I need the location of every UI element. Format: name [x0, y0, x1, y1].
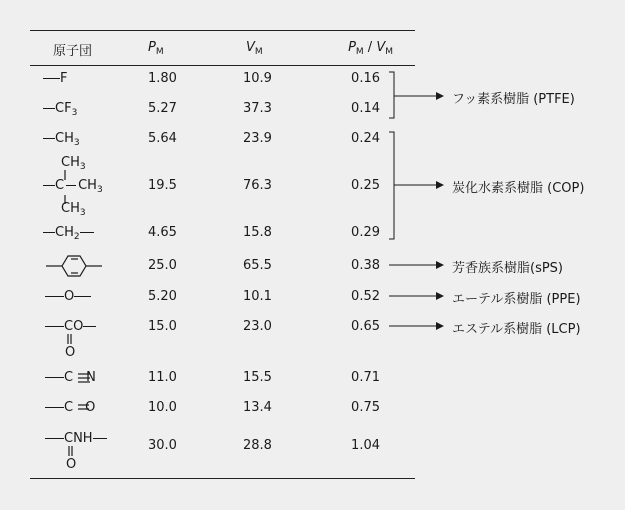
bracket-cop — [389, 132, 394, 239]
group-ester-oxygen: O — [65, 345, 76, 360]
table-cell: 15.0 — [148, 319, 177, 334]
table-cell: 19.5 — [148, 178, 177, 193]
table-cell: 23.9 — [243, 131, 272, 146]
bracket-ptfe — [389, 72, 394, 118]
group-amide-oxygen: O — [66, 457, 77, 472]
table-cell: 1.04 — [351, 438, 380, 453]
table-cell: 0.14 — [351, 101, 380, 116]
table-cell: 5.27 — [148, 101, 177, 116]
table-cell: 13.4 — [243, 400, 272, 415]
table-cell: 0.75 — [351, 400, 380, 415]
header-atomic-group: 原子団 — [53, 44, 93, 59]
table-cell: 15.5 — [243, 370, 272, 385]
table-cell: 11.0 — [148, 370, 177, 385]
table-cell: 0.16 — [351, 71, 380, 86]
label-ppe: エーテル系樹脂 (PPE) — [452, 292, 581, 307]
group-tert-bottom: $CH_3$ — [61, 201, 86, 218]
header-pm: $P_M$ — [148, 40, 164, 57]
group-ether: O — [45, 289, 91, 304]
table-cell: 30.0 — [148, 438, 177, 453]
table-cell: 65.5 — [243, 258, 272, 273]
table-cell: 4.65 — [148, 225, 177, 240]
label-ptfe: フッ素系樹脂 (PTFE) — [452, 92, 575, 107]
header-ratio: $P_M / V_M$ — [348, 40, 393, 57]
group-ester: CO — [45, 319, 96, 334]
table-cell: 15.8 — [243, 225, 272, 240]
table-cell: 76.3 — [243, 178, 272, 193]
group-nitrile: C N — [45, 370, 96, 385]
label-sps: 芳香族系樹脂(sPS) — [452, 261, 564, 276]
table-cell: 0.71 — [351, 370, 380, 385]
table-cell: 0.25 — [351, 178, 380, 193]
group-fluoro: F — [43, 71, 67, 86]
group-methyl: $CH_3$ — [43, 131, 80, 148]
group-tert-top: $CH_3$ — [61, 155, 86, 172]
table-cell: 28.8 — [243, 438, 272, 453]
group-methylene: $CH_2$ — [43, 225, 94, 242]
table-cell: 10.9 — [243, 71, 272, 86]
group-carbonyl: C O — [45, 400, 95, 415]
table-cell: 10.0 — [148, 400, 177, 415]
group-trifluoromethyl: $CF_3$ — [43, 101, 77, 118]
label-lcp: エステル系樹脂 (LCP) — [452, 322, 581, 337]
group-amide: CNH — [45, 431, 107, 446]
table-cell: 23.0 — [243, 319, 272, 334]
table-cell: 10.1 — [243, 289, 272, 304]
label-cop: 炭化水素系樹脂 (COP) — [452, 181, 585, 196]
table-cell: 0.65 — [351, 319, 380, 334]
group-tert-butyl: C $CH_3$ — [43, 178, 103, 195]
table-cell: 25.0 — [148, 258, 177, 273]
header-vm: $V_M$ — [246, 40, 263, 57]
table-cell: 0.38 — [351, 258, 380, 273]
table-cell: 5.20 — [148, 289, 177, 304]
table-cell: 1.80 — [148, 71, 177, 86]
table-cell: 0.29 — [351, 225, 380, 240]
table-cell: 37.3 — [243, 101, 272, 116]
table-cell: 5.64 — [148, 131, 177, 146]
table-cell: 0.24 — [351, 131, 380, 146]
table-cell: 0.52 — [351, 289, 380, 304]
